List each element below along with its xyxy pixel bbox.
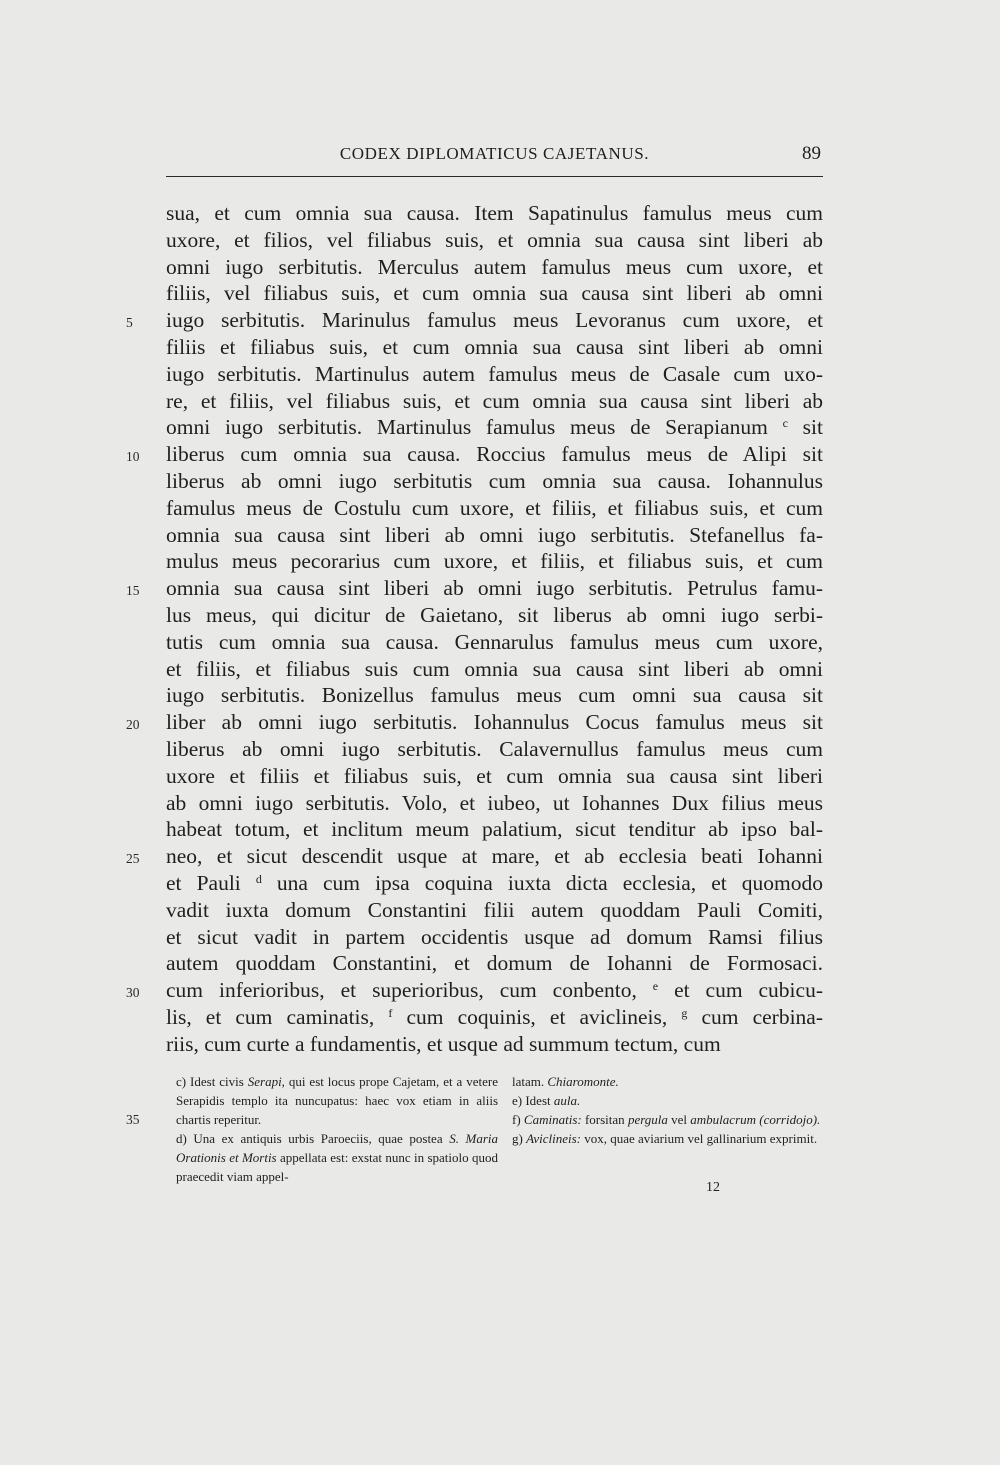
text-line: mulus meus pecorarius cum uxore, et filiis, et filiabus suis, et cum xyxy=(166,549,823,574)
footnote-g: g) Aviclineis: vox, quae aviarium vel gallinarium exprimit. xyxy=(512,1131,818,1146)
body-text xyxy=(166,200,823,1058)
text-line: lus meus, qui dicitur de Gaietano, sit liberus ab omni iugo serbi- xyxy=(166,602,823,627)
line-number-35: 35 xyxy=(126,1112,140,1127)
running-head xyxy=(166,144,823,166)
text-line: liber ab omni iugo serbitutis. Iohannulus Cocus famulus meus sit xyxy=(166,710,823,735)
text-line: omni iugo serbitutis. Martinulus famulus meus de Serapianum $^c$ sit xyxy=(166,415,823,440)
text-line: omnia sua causa sint liberi ab omni iugo serbitutis. Stefanellus fa- xyxy=(166,522,823,547)
footnote-e: e) Idest aula. xyxy=(512,1093,581,1108)
text-line: et Pauli $^d$ una cum ipsa coquina iuxta dicta ecclesia, et quomodo xyxy=(166,870,824,895)
text-line: et sicut vadit in partem occidentis usque ad domum Ramsi filius xyxy=(166,924,823,949)
text-line: neo, et sicut descendit usque at mare, et ab ecclesia beati Iohanni xyxy=(166,844,823,869)
text-line: ab omni iugo serbitutis. Volo, et iubeo, ut Iohannes Dux filius meus xyxy=(166,790,823,815)
page-number: 89 xyxy=(802,143,821,164)
text-line: sua, et cum omnia sua causa. Item Sapatinulus famulus meus cum xyxy=(166,201,823,225)
signature-mark: 12 xyxy=(706,1180,720,1195)
text-line: tutis cum omnia sua causa. Gennarulus famulus meus cum uxore, xyxy=(166,629,823,654)
footnote-marker-e: e xyxy=(652,979,659,994)
footnote-c: c) Idest civis Serapi, qui est locus prope Cajetam, et a vetere Serapidis templo ita nuncupatus: haec vox etiam in aliis chartis reperitur. xyxy=(176,1074,498,1127)
text-line: omni iugo serbitutis. Merculus autem famulus meus cum uxore, et xyxy=(166,254,823,279)
footnote-marker-c: c xyxy=(782,416,788,431)
text-line: uxore, et filios, vel filiabus suis, et omnia sua causa sint liberi ab xyxy=(166,227,823,252)
footnote-marker-g: g xyxy=(681,1005,688,1020)
line-number-5: 5 xyxy=(126,315,133,330)
line-number-20: 20 xyxy=(126,717,140,732)
text-line: iugo serbitutis. Bonizellus famulus meus cum omni sua causa sit xyxy=(166,683,823,708)
text-line: habeat totum, et inclitum meum palatium, sicut tenditur ab ipso bal- xyxy=(166,817,823,842)
footnote-marker-d: d xyxy=(255,871,262,886)
text-line: omnia sua causa sint liberi ab omni iugo serbitutis. Petrulus famu- xyxy=(166,576,823,601)
footnote-d-continued: latam. Chiaromonte. xyxy=(512,1074,619,1089)
text-line: liberus ab omni iugo serbitutis. Calavernullus famulus meus cum xyxy=(166,736,823,761)
line-number-25: 25 xyxy=(126,851,140,866)
text-line: iugo serbitutis. Marinulus famulus meus Levoranus cum uxore, et xyxy=(166,308,823,333)
line-number-10: 10 xyxy=(126,449,140,464)
text-line: autem quoddam Constantini, et domum de Iohanni de Formosaci. xyxy=(166,951,823,976)
text-line: liberus cum omnia sua causa. Roccius famulus meus de Alipi sit xyxy=(166,442,823,467)
footnote-d: d) Una ex antiquis urbis Paroeciis, quae postea S. Maria Orationis et Mortis appellata est: exstat nunc in spatiolo quod praecedit viam appel- xyxy=(176,1131,499,1184)
text-line: riis, cum curte a fundamentis, et usque ad summum tectum, cum xyxy=(166,1031,721,1056)
text-line: iugo serbitutis. Martinulus autem famulus meus de Casale cum uxo- xyxy=(166,361,823,386)
text-line: re, et filiis, vel filiabus suis, et cum omnia sua causa sint liberi ab xyxy=(166,388,823,413)
footnotes-left-column xyxy=(176,1072,498,1186)
footnote-f: f) Caminatis: forsitan pergula vel ambulacrum (corridojo). xyxy=(512,1112,821,1127)
text-line: famulus meus de Costulu cum uxore, et filiis, et filiabus suis, et cum xyxy=(166,495,823,520)
text-line: filiis et filiabus suis, et cum omnia sua causa sint liberi ab omni xyxy=(166,334,823,359)
text-line: cum inferioribus, et superioribus, cum conbento, $^e$ et cum cubicu- xyxy=(166,978,823,1003)
text-line: uxore et filiis et filiabus suis, et cum omnia sua causa sint liberi xyxy=(166,763,823,788)
line-number-30: 30 xyxy=(126,985,140,1000)
line-number-15: 15 xyxy=(126,583,140,598)
footnote-marker-f: f xyxy=(388,1005,393,1020)
text-line: liberus ab omni iugo serbitutis cum omnia sua causa. Iohannulus xyxy=(166,468,823,493)
header-rule xyxy=(166,176,823,177)
text-line: vadit iuxta domum Constantini filii autem quoddam Pauli Comiti, xyxy=(166,897,823,922)
text-line: lis, et cum caminatis, $^f$ cum coquinis, et aviclineis, $^g$ cum cerbina- xyxy=(166,1004,823,1029)
footnotes-right-column xyxy=(512,1072,824,1148)
page-title: CODEX DIPLOMATICUS CAJETANUS. xyxy=(339,144,650,163)
text-line: filiis, vel filiabus suis, et cum omnia sua causa sint liberi ab omni xyxy=(166,281,823,306)
text-line: et filiis, et filiabus suis cum omnia sua causa sint liberi ab omni xyxy=(166,656,823,681)
